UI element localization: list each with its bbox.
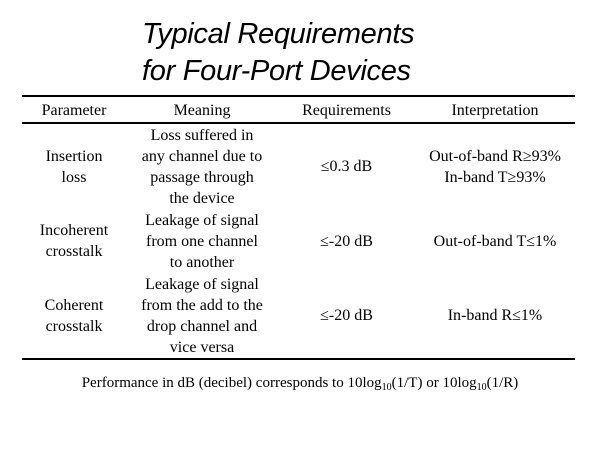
requirement-cell: ≤-20 dB	[278, 273, 415, 359]
parameter-line: crosstalk	[45, 317, 103, 335]
requirements-table	[22, 95, 575, 360]
table-row	[22, 209, 575, 273]
interpretation-line: In-band T≥93%	[444, 168, 546, 186]
meaning-line: to another	[169, 253, 235, 271]
parameter-line: crosstalk	[45, 243, 103, 260]
table-header-row	[22, 96, 575, 123]
footnote-suffix: (1/R)	[486, 375, 519, 391]
parameter-cell	[22, 273, 126, 359]
meaning-line: any channel due to	[141, 147, 263, 165]
header-interpretation: Interpretation	[415, 96, 575, 123]
header-requirements: Requirements	[278, 96, 415, 123]
footnote-middle: (1/T) or 10log	[391, 375, 477, 391]
parameter-cell	[22, 123, 126, 209]
table-row	[22, 273, 575, 359]
parameter-line: Coherent	[44, 296, 104, 314]
meaning-line: drop channel and	[146, 317, 258, 335]
meaning-line: from the add to the	[141, 296, 263, 314]
meaning-cell	[126, 209, 278, 273]
meaning-line: the device	[169, 189, 235, 207]
meaning-line: vice versa	[169, 338, 235, 356]
meaning-line: from one channel	[146, 232, 258, 250]
requirement-cell: ≤-20 dB	[320, 232, 373, 250]
meaning-line: Leakage of signal	[145, 275, 259, 293]
footnote-subscript: 10	[476, 382, 487, 393]
interpretation-line: Out-of-band R≥93%	[429, 147, 561, 165]
footnote-prefix: Performance in dB (decibel) corresponds to 10log	[81, 375, 382, 391]
header-meaning: Meaning	[126, 96, 278, 123]
meaning-line: passage through	[150, 168, 254, 186]
requirement-cell: ≤0.3 dB	[320, 158, 373, 175]
meaning-cell	[126, 273, 278, 359]
parameter-cell	[22, 209, 126, 273]
interpretation-line: In-band R≤1%	[447, 307, 543, 324]
interpretation-cell	[415, 209, 575, 273]
parameter-line: Incoherent	[39, 222, 109, 239]
header-parameter: Parameter	[22, 96, 126, 123]
slide-title-line-2: for Four-Port Devices	[142, 55, 411, 87]
meaning-line: Loss suffered in	[150, 126, 254, 144]
interpretation-line: Out-of-band T≤1%	[433, 232, 557, 250]
parameter-line: Insertion	[45, 147, 103, 165]
table-row	[22, 123, 575, 209]
interpretation-cell	[415, 273, 575, 359]
interpretation-cell	[415, 123, 575, 209]
footnote	[0, 373, 600, 393]
meaning-line: Leakage of signal	[145, 211, 259, 229]
slide-title-line-1: Typical Requirements	[142, 18, 415, 50]
slide-title	[142, 16, 522, 90]
footnote-subscript: 10	[381, 382, 392, 393]
parameter-line: loss	[61, 168, 87, 186]
meaning-cell	[126, 123, 278, 209]
